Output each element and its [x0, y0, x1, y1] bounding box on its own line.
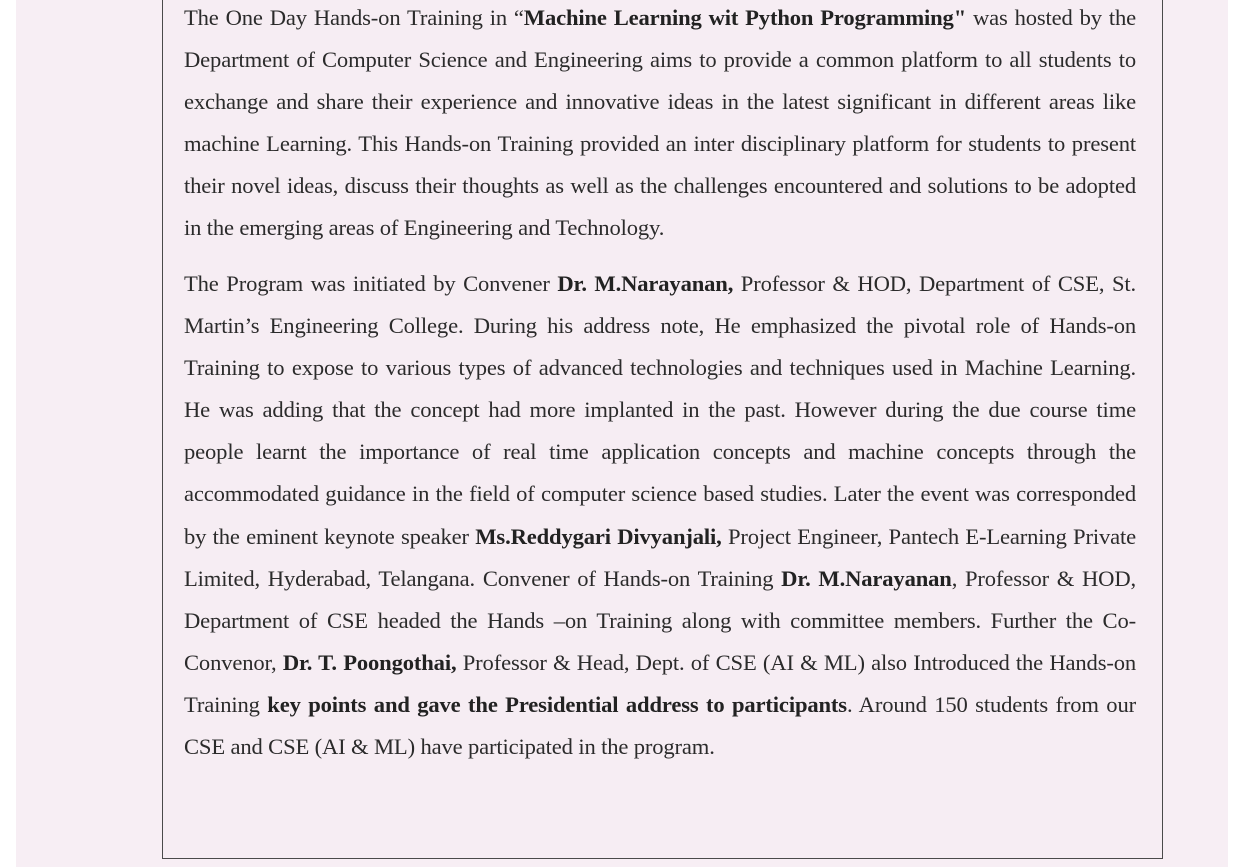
para2-text-1: The Program was initiated by Convener	[184, 271, 558, 296]
para2-text-6: . Around 150 students from our CSE and CSE (AI & ML) have participated in the program.	[184, 691, 1136, 760]
presidential-address-phrase: key points and gave the Presidential address to participants	[267, 691, 847, 717]
page-margin-left	[0, 0, 16, 867]
para1-text-1: The One Day Hands-on Training in “	[184, 5, 524, 30]
keynote-speaker-name: Ms.Reddygari Divyanjali,	[475, 523, 722, 549]
co-convenor-name: Dr. T. Poongothai,	[282, 649, 457, 675]
para1-text-2: was hosted by the Department of Computer Science and Engineering aims to provide a common platform to all students to exchange and share their experience and innovative ideas in the latest significant in different areas like machine Learning. This Hands-on Training provided an inter disciplinary platform for students to present their novel ideas, discuss their thoughts as well as the challenges encountered and solutions to be adopted in the emerging areas of Engineering and Technology.	[184, 5, 1136, 241]
page-margin-right	[1228, 0, 1248, 867]
para2-text-4: , Professor & HOD, Department of CSE headed the Hands –on Training along with committee members. Further the Co-Convenor,	[184, 565, 1136, 675]
program-details-paragraph	[184, 263, 1136, 768]
para2-text-3: Project Engineer, Pantech E-Learning Private Limited, Hyderabad, Telangana. Convener of Hands-on Training	[184, 523, 1136, 591]
convener-name: Dr. M.Narayanan,	[557, 271, 734, 296]
convener-name-repeat: Dr. M.Narayanan	[781, 565, 952, 591]
event-summary-paragraph	[184, 0, 1136, 250]
para2-text-5: Professor & Head, Dept. of CSE (AI & ML) also Introduced the Hands-on Training	[184, 649, 1137, 717]
para2-text-2: Professor & HOD, Department of CSE, St. Martin’s Engineering College. During his address note, He emphasized the pivotal role of Hands-on Training to expose to various types of advanced technologies and techniques used in Machine Learning. He was adding that the concept had more implanted in the past. However during the due course time people learnt the importance of real time application concepts and machine concepts through the accommodated guidance in the field of computer science based studies. Later the event was corresponded by the eminent keynote speaker	[184, 271, 1137, 549]
training-title: Machine Learning wit Python Programming"	[523, 5, 967, 30]
